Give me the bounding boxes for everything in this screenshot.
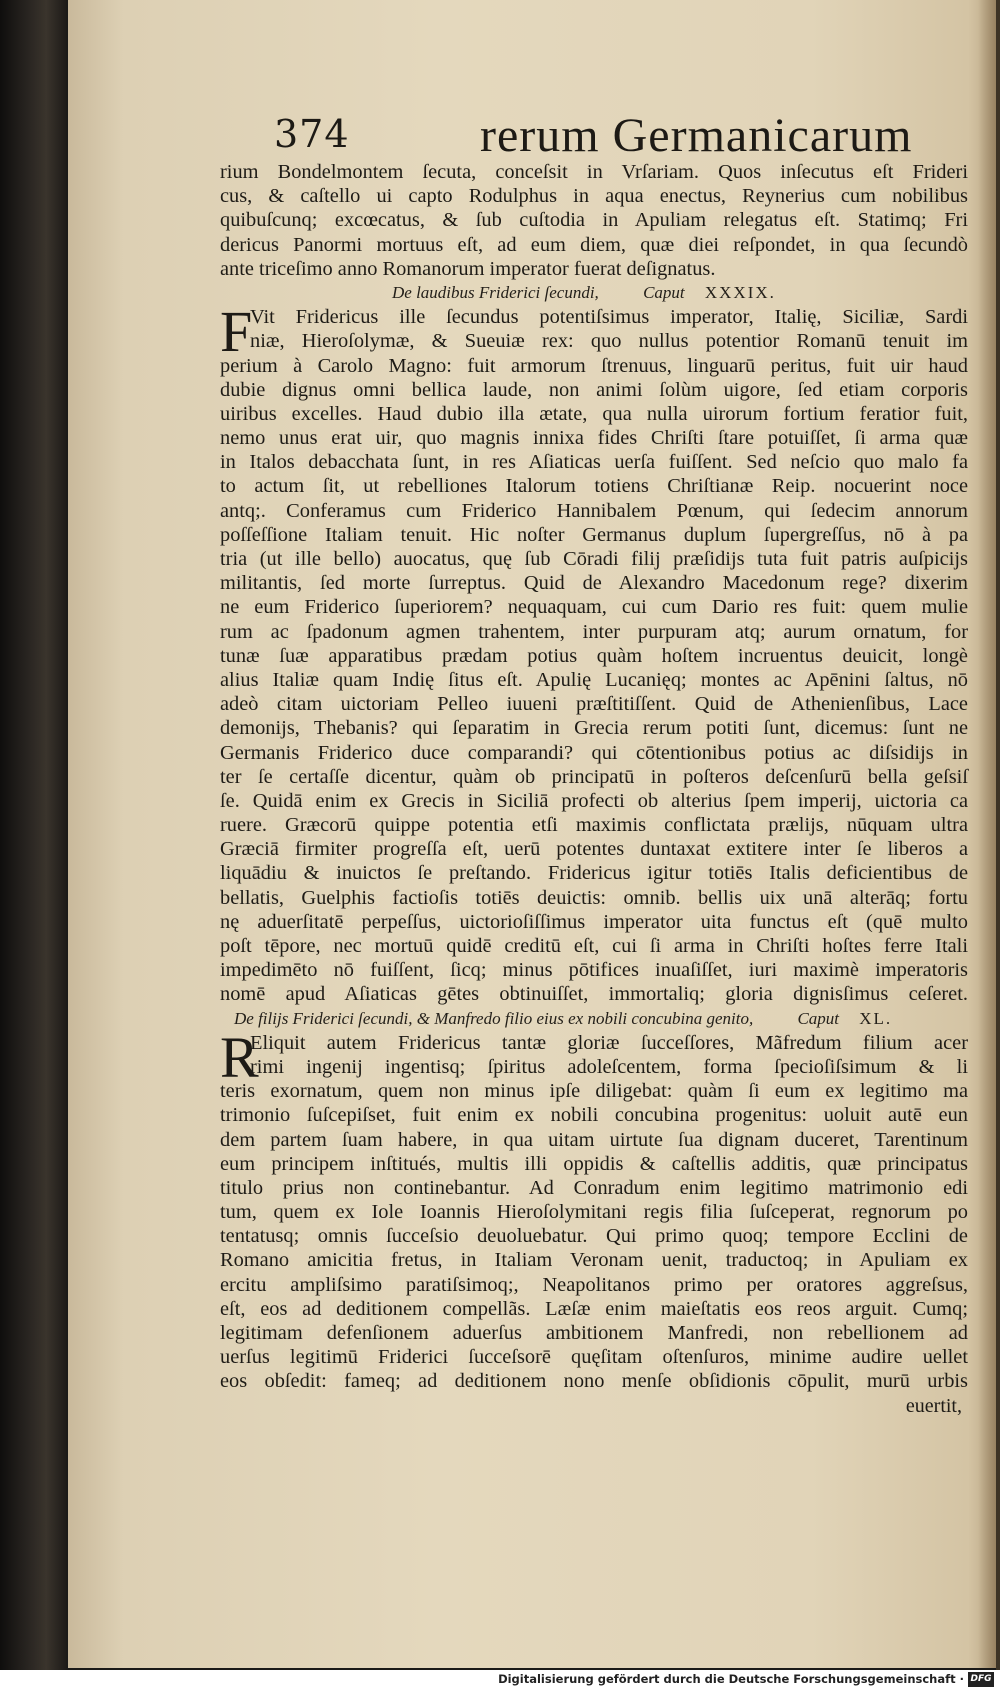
text-line: to actum ſit, ut rebelliones Italorum totiens Chriſtianæ Reip. nocuerint noce [220, 475, 968, 498]
text-line: in Italos debacchata ſunt, in res Aſiaticas uerſa fuiſſent. Sed neſcio quo malo fa [220, 451, 968, 474]
text-line: rimi ingenij ingentisq; ſpiritus adoleſcentem, forma ſpecioſiſsimum & li [250, 1055, 968, 1078]
page-edge-shadow [978, 0, 996, 1668]
chapter-heading-39 [220, 281, 968, 305]
text-line: Eliquit autem Fridericus tantæ gloriæ ſucceſſores, Mãfredum filium acer [250, 1031, 968, 1054]
text-line: Germanis Friderico duce comparandi? qui cōtentionibus potius ac diſsidijs in [220, 741, 968, 764]
digitization-footer [0, 1670, 1000, 1690]
text-line: demonijs, Thebanis? qui ſeparatim in Grecia rerum potiti ſunt, dicemus: ſunt ne [220, 717, 968, 740]
chapter-title: De filijs Friderici ſecundi, & Manfredo filio eius ex nobili concubina genito, [234, 1008, 754, 1028]
paragraph-continued [220, 160, 968, 281]
text-line: eum principem inſtitués, multis illi oppidis & caſtellis additis, quæ principatus [220, 1152, 968, 1175]
text-line: uiribus excelles. Haud dubio illa ætate, qua nulla uirorum fortium feratior fuit, [220, 402, 968, 425]
text-line: quibuſcunq; excœcatus, & ſub cuſtodia in Apuliam relegatus eſt. Statimq; Fri [220, 209, 968, 232]
text-line: ante triceſimo anno Romanorum imperator fuerat deſignatus. [220, 257, 716, 280]
text-line: militantis, ſed morte ſurreptus. Quid de Alexandro Macedonum rege? dixerim [220, 572, 968, 595]
text-line: adeò citam uictoriam Pelleo iuueni præſtitiſſent. Quid de Athenienſibus, Lace [220, 693, 968, 716]
text-line: tentatusq; omnis ſucceſsio deuoluebatur. Qui primo quoq; tempore Ecclini de [220, 1225, 968, 1248]
page-edge [996, 0, 1000, 1690]
text-line: liquādiu & inuictos ſe preſtando. Fridericus igitur totiēs Italis deficientibus de [220, 862, 968, 885]
text-line: nemo unus erat uir, quo magnis innixa fides Chriſti ſtare potuiſſet, ſi arma quæ [220, 427, 968, 450]
text-line: tunæ ſuæ apparatibus prædam potius quàm hoſtem incruentus deuicit, longè [220, 644, 968, 667]
text-line: tria (ut ille bello) auocatus, quę ſub Cōradi filij præſidijs tuta fuit patris auſpicijs [220, 548, 968, 570]
book-binding [0, 0, 66, 1690]
text-line: Romano amicitia fretus, in Italiam Veronam uenit, traductoq; in Apuliam ex [220, 1249, 968, 1272]
text-line: antq;. Conferamus cum Friderico Hannibalem Pœnum, qui ſedecim annorum [220, 499, 968, 522]
text-line: cus, & caſtello ui capto Rodulphus in aqua enectus, Reynerius cum nobilibus [220, 185, 968, 208]
running-head-title: rerum Germanicarum [480, 109, 913, 162]
text-line: trimonio ſuſcepiſset, fuit enim ex nobili concubina progenitus: uoluit autē eun [220, 1104, 968, 1127]
text-line: niæ, Hieroſolymæ, & Sueuiæ rex: quo nullus potentior Romanū tenuit im [250, 330, 968, 353]
text-line: poſt tēpore, nec mortuū quidē creditū eſt, cui ſi arma in Chriſti hoſtes ferre Itali [220, 935, 968, 957]
running-head [274, 108, 1000, 168]
text-line: ter ſe certaſſe dicentur, quàm ob principatū in poſteros deſcenſurū bella geſsiſ [220, 765, 968, 788]
text-line: Vit Fridericus ille ſecundus potentiſsimus imperator, Italię, Siciliæ, Sardi [250, 306, 968, 329]
text-line: ne eum Friderico ſuperiorem? nequaquam, cui cum Dario res fuit: quem mulie [220, 596, 968, 619]
text-line: titulo prius non continebantur. Ad Conradum enim legitimo matrimonio edi [220, 1176, 968, 1199]
footer-credit: Digitalisierung gefördert durch die Deutsche Forschungsgemeinschaft · [498, 1672, 964, 1686]
dfg-logo-icon: DFG [968, 1672, 994, 1687]
text-line: nę aduerſitatē perpeſſus, uictorioſiſſimus imperator uita functus eſt (quē multo [220, 910, 968, 933]
chapter-title: De laudibus Friderici ſecundi, [392, 282, 599, 302]
chapter-heading-40 [220, 1007, 968, 1031]
text-line: rium Bondelmontem ſecuta, conceſsit in Vrſariam. Quos inſecutus eſt Frideri [220, 161, 968, 183]
text-line: tum, quem ex Iole Ioannis Hieroſolymitani regis filia ſuſceperat, regnorum po [220, 1201, 968, 1224]
text-line: eſt, eos ad deditionem compellãs. Læſæ enim maieſtatis eos reos arguit. Cumq; [220, 1297, 968, 1320]
text-line: teris exornatum, quem non minus ipſe diligebat: quàm ſi eum ex legitimo ma [220, 1080, 968, 1103]
text-line: dem partem ſuam habere, in qua uitam uirtute ſua dignam duceret, Tarentinum [220, 1128, 968, 1151]
caput-label: Caput [643, 282, 685, 302]
text-line: ercitu ampliſsimo paratiſsimoq;, Neapolitanos primo per oratores aggreſsus, [220, 1273, 968, 1296]
chapter-39-paragraph [220, 299, 968, 1006]
text-line: rum ac ſpadonum agmen trahentem, inter purpuram atq; aurum ornatum, for [220, 620, 968, 643]
text-line: bellatis, Guelphis factioſis totiēs deuictis: omnib. bellis uix unā alterāq; fortu [220, 886, 968, 909]
chapter-40-paragraph [220, 1024, 968, 1394]
text-line: dubie dignus omni bellica laude, non animi ſolùm uigore, ſed etiam corporis [220, 378, 968, 401]
drop-cap: R [220, 1024, 259, 1090]
text-line: legitimam defenſionem aduerſus ambitionem Manfredi, non rebellionem ad [220, 1322, 968, 1344]
text-line: perium à Carolo Magno: fuit armorum ſtrenuus, linguarū peritus, fuit uir haud [220, 354, 968, 377]
text-line: dericus Panormi mortuus eſt, ad eum diem, quæ diei reſpondet, in qua ſecundò [220, 233, 968, 256]
text-line: alius Italiæ quam Indię ſitus eſt. Apulię Lucanięq; montes ac Apēnini ſaltus, nō [220, 668, 968, 691]
text-block [220, 160, 968, 1418]
page-number: 374 [274, 112, 350, 156]
text-line: ſe. Quidā enim ex Grecis in Siciliā profecti ob alterius ſpem imperij, uictoria ca [220, 789, 968, 812]
caput-label: Caput [797, 1008, 840, 1028]
text-line: poſſeſſione Italiam tenuit. Hic noſter Germanus duplum ſupergreſſus, nō à pa [220, 523, 968, 546]
text-line: eos obſedit: fameq; ad deditionem nono menſe obſidionis cōpulit, murū urbis [220, 1370, 968, 1393]
text-line: ruere. Græcorū quippe potentia etſi maximis conflictata prælijs, nūquam ultra [220, 814, 968, 837]
text-line: impedimēto nō fuiſſent, ſicq; minus pōtifices inuaſiſſet, iuri maximè imperatoris [220, 959, 968, 982]
text-line: Græciā firmiter progreſſa eſt, uerū potentes duntaxat extitere inter ſe liberos a [220, 838, 968, 861]
caput-number: XXXIX. [704, 282, 776, 302]
drop-cap: F [220, 299, 253, 365]
text-line: uerſus legitimū Friderici ſucceſsorē quęſitam oſtenſuros, minime audire uellet [220, 1346, 968, 1369]
catchword: euertit, [905, 1394, 962, 1417]
text-line: nomē apud Aſiaticas gētes obtinuiſſet, immortaliq; gloria dignisſimus ceſeret. [220, 983, 968, 1006]
caput-number: XL. [859, 1008, 893, 1028]
